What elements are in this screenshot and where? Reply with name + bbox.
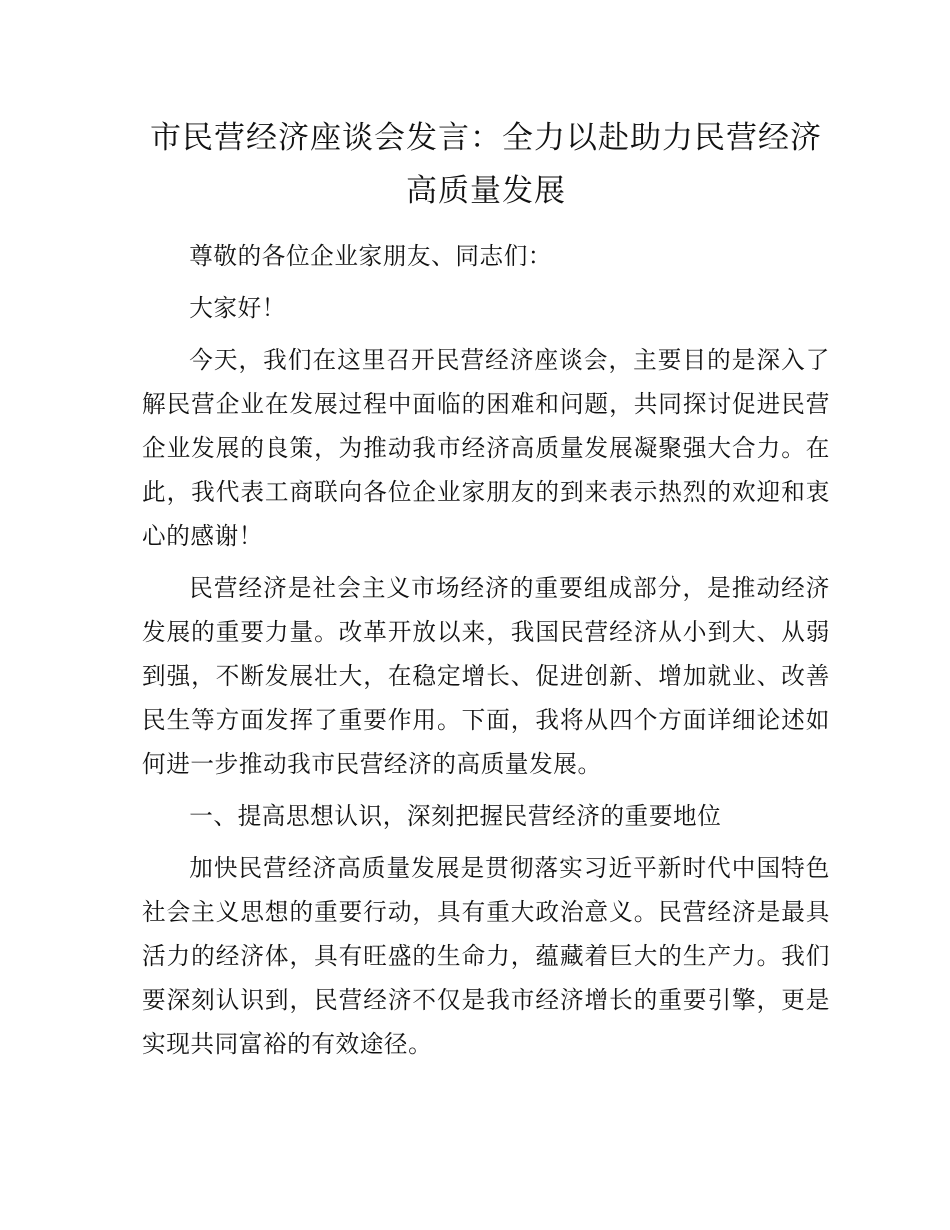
salutation-paragraph: 尊敬的各位企业家朋友、同志们： — [189, 242, 553, 270]
body-paragraph: 今天，我们在这里召开民营经济座谈会，主要目的是深入了解民营企业在发展过程中面临的困难和问题，共同探讨促进民营企业发展的良策，为推动我市经济高质量发展凝聚强大合力。在此，我代表工商联向各位企业家朋友的到来表示热烈的欢迎和衷心的感谢！ — [142, 346, 830, 550]
document-body — [142, 112, 830, 1066]
document-title: 市民营经济座谈会发言：全力以赴助力民营经济高质量发展 — [150, 120, 822, 209]
greeting-paragraph: 大家好！ — [189, 294, 286, 322]
body-paragraph: 民营经济是社会主义市场经济的重要组成部分，是推动经济发展的重要力量。改革开放以来，我国民营经济从小到大、从弱到强，不断发展壮大，在稳定增长、促进创新、增加就业、改善民生等方面发挥了重要作用。下面，我将从四个方面详细论述如何进一步推动我市民营经济的高质量发展。 — [142, 574, 830, 778]
body-paragraph: 加快民营经济高质量发展是贯彻落实习近平新时代中国特色社会主义思想的重要行动，具有重大政治意义。民营经济是最具活力的经济体，具有旺盛的生命力，蕴藏着巨大的生产力。我们要深刻认识到，民营经济不仅是我市经济增长的重要引擎，更是实现共同富裕的有效途径。 — [142, 854, 830, 1058]
section-heading: 一、提高思想认识，深刻把握民营经济的重要地位 — [189, 802, 722, 830]
